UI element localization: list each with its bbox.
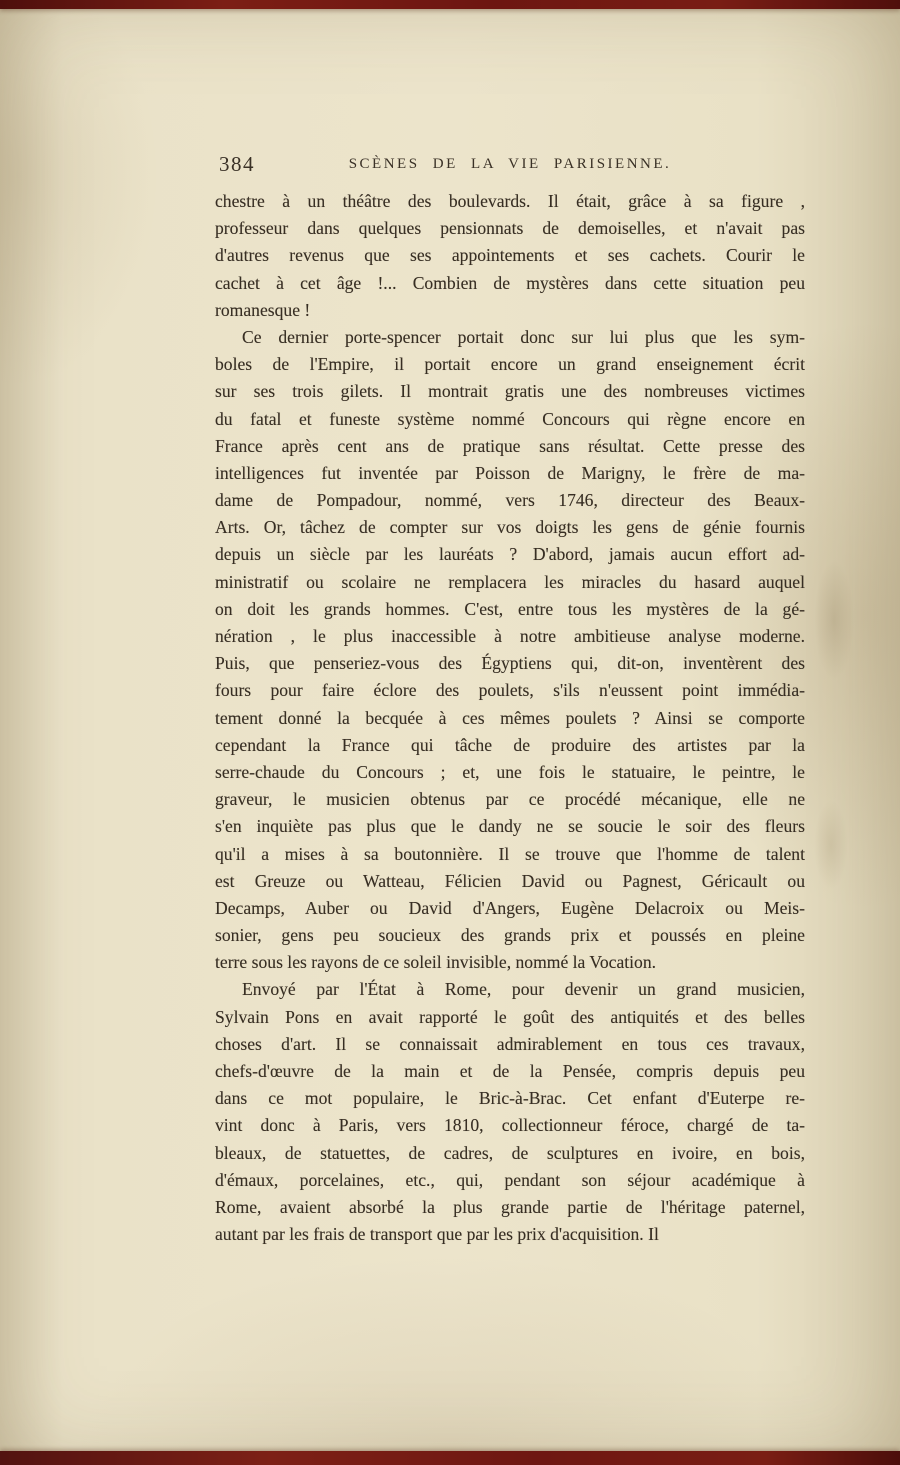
text-line: professeur dans quelques pensionnats de demoiselles, et n'avait pas <box>215 218 805 239</box>
text-line: Rome, avaient absorbé la plus grande partie de l'héritage paternel, <box>215 1196 805 1217</box>
paragraph <box>215 188 805 324</box>
text-line: sonier, gens peu soucieux des grands prix et poussés en pleine <box>215 925 805 946</box>
paper-stain <box>814 560 854 680</box>
paragraph <box>215 324 805 977</box>
text-line: depuis un siècle par les lauréats ? D'abord, jamais aucun effort ad- <box>215 544 805 565</box>
text-line: choses d'art. Il se connaissait admirablement en tous ces travaux, <box>215 1033 805 1054</box>
text-line: est Greuze ou Watteau, Félicien David ou Pagnest, Géricault ou <box>215 870 805 891</box>
text-line: on doit les grands hommes. C'est, entre tous les mystères de la gé- <box>215 598 805 619</box>
text-line: tement donné la becquée à ces mêmes poulets ? Ainsi se comporte <box>215 707 805 728</box>
text-line: France après cent ans de pratique sans résultat. Cette presse des <box>215 435 805 456</box>
text-line: chestre à un théâtre des boulevards. Il était, grâce à sa figure , <box>215 191 805 211</box>
text-line: nération , le plus inaccessible à notre ambitieuse analyse moderne. <box>215 626 805 646</box>
page-number: 384 <box>219 152 255 176</box>
text-line: ministratif ou scolaire ne remplacera les miracles du hasard auquel <box>215 571 805 592</box>
text-line: Decamps, Auber ou David d'Angers, Eugène Delacroix ou Meis- <box>215 897 805 918</box>
page-header <box>215 152 805 182</box>
text-line: graveur, le musicien obtenus par ce procédé mécanique, elle ne <box>215 789 805 810</box>
text-line: terre sous les rayons de ce soleil invisible, nommé la Vocation. <box>215 952 657 973</box>
text-line: romanesque ! <box>215 299 311 320</box>
text-line: Arts. Or, tâchez de compter sur vos doigts les gens de génie fournis <box>215 517 805 538</box>
text-line: Envoyé par l'État à Rome, pour devenir un grand musicien, <box>242 979 805 1000</box>
text-line: vint donc à Paris, vers 1810, collectionneur féroce, chargé de ta- <box>215 1115 805 1136</box>
text-line: fours pour faire éclore des poulets, s'ils n'eussent point immédia- <box>215 680 805 701</box>
text-line: serre-chaude du Concours ; et, une fois le statuaire, le peintre, le <box>215 761 805 782</box>
text-line: intelligences fut inventée par Poisson de Marigny, le frère de ma- <box>215 462 805 483</box>
text-line: d'émaux, porcelaines, etc., qui, pendant son séjour académique à <box>215 1169 805 1190</box>
text-line: Puis, que penseriez-vous des Égyptiens qui, dit-on, inventèrent des <box>215 653 805 674</box>
text-line: chefs-d'œuvre de la main et de la Pensée, compris depuis peu <box>215 1061 805 1081</box>
text-line: dame de Pompadour, nommé, vers 1746, directeur des Beaux- <box>215 490 805 511</box>
text-line: cachet à cet âge !... Combien de mystères dans cette situation peu <box>215 272 805 293</box>
text-line: d'autres revenus que ses appointements et ses cachets. Courir le <box>215 245 805 266</box>
text-line: Sylvain Pons en avait rapporté le goût des antiquités et des belles <box>215 1006 805 1027</box>
scan-edge-bottom <box>0 1451 900 1465</box>
text-line: autant par les frais de transport que par les prix d'acquisition. Il <box>215 1224 659 1245</box>
text-line: s'en inquiète pas plus que le dandy ne se soucie le soir des fleurs <box>215 816 805 837</box>
text-line: cependant la France qui tâche de produire des artistes par la <box>215 734 805 755</box>
running-title: SCÈNES DE LA VIE PARISIENNE. <box>348 156 672 172</box>
text-line: Ce dernier porte-spencer portait donc sur lui plus que les sym- <box>242 326 805 347</box>
text-line: bleaux, de statuettes, de cadres, de sculptures en ivoire, en bois, <box>215 1142 805 1163</box>
scan-edge-top <box>0 0 900 9</box>
text-line: qu'il a mises à sa boutonnière. Il se trouve que l'homme de talent <box>215 843 805 864</box>
text-line: du fatal et funeste système nommé Concours qui règne encore en <box>215 408 805 429</box>
paper-stain <box>814 800 848 890</box>
paragraph <box>215 976 805 1248</box>
text-line: dans ce mot populaire, le Bric-à-Brac. Cet enfant d'Euterpe re- <box>215 1088 805 1109</box>
text-block <box>215 188 805 1248</box>
text-line: sur ses trois gilets. Il montrait gratis une des nombreuses victimes <box>215 381 805 402</box>
text-line: boles de l'Empire, il portait encore un grand enseignement écrit <box>215 354 805 375</box>
